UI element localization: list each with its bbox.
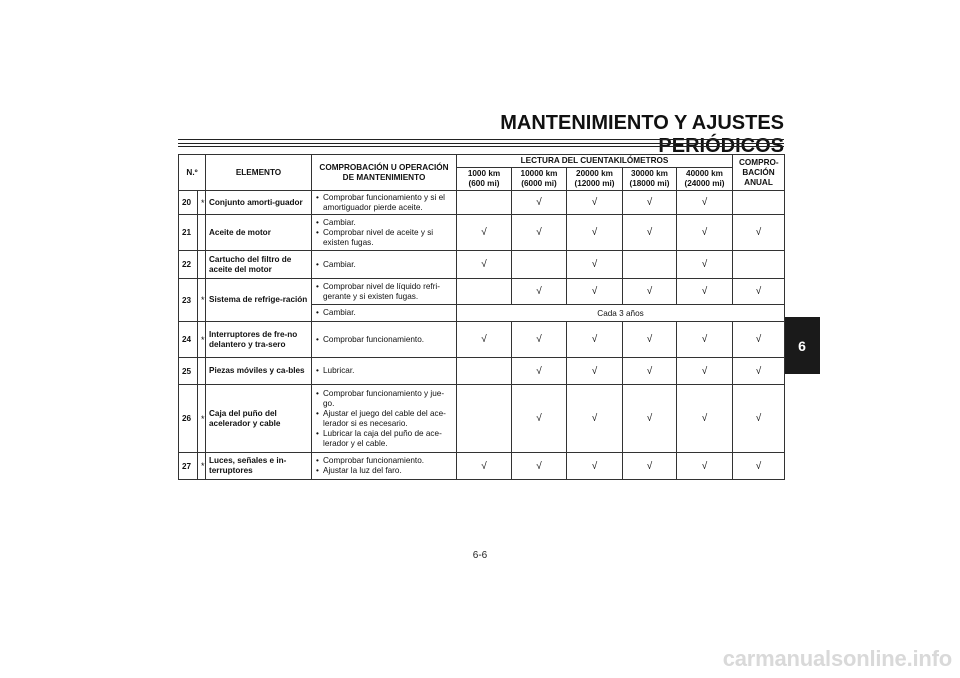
row-star <box>198 358 206 385</box>
check-cell: √ <box>457 453 512 480</box>
watermark: carmanualsonline.info <box>722 646 952 671</box>
header-odometer: LECTURA DEL CUENTAKILÓMETROS <box>457 155 733 168</box>
page-title: MANTENIMIENTO Y AJUSTES PERIÓDICOS <box>500 112 784 157</box>
check-cell: √ <box>623 215 677 251</box>
row-star <box>198 251 206 279</box>
row-operation: • Comprobar funcionamiento y si el amortiguador pierde aceite. <box>312 191 457 215</box>
row-operation: • Comprobar funcionamiento. <box>312 322 457 358</box>
header-odometer-col: 30000 km (18000 mi) <box>623 168 677 191</box>
check-cell: √ <box>677 453 733 480</box>
check-cell <box>457 279 512 305</box>
row-element: Conjunto amorti-guador <box>206 191 312 215</box>
row-element: Cartucho del filtro de aceite del motor <box>206 251 312 279</box>
header-element: ELEMENTO <box>206 155 312 191</box>
table-row <box>179 322 785 358</box>
header-rule <box>178 146 784 147</box>
row-number: 26 <box>179 385 198 453</box>
table-row <box>179 385 785 453</box>
table-row <box>179 251 785 279</box>
check-cell: √ <box>512 191 567 215</box>
row-operation: • Cambiar. <box>312 251 457 279</box>
check-cell: √ <box>457 215 512 251</box>
check-cell: √ <box>677 251 733 279</box>
check-cell: √ <box>567 191 623 215</box>
check-cell: √ <box>567 215 623 251</box>
check-cell: √ <box>677 322 733 358</box>
check-cell: √ <box>623 358 677 385</box>
check-cell: √ <box>677 385 733 453</box>
check-cell: √ <box>512 322 567 358</box>
header-operation: COMPROBACIÓN U OPERACIÓN DE MANTENIMIENTO <box>312 155 457 191</box>
check-cell: √ <box>733 385 785 453</box>
check-cell: √ <box>677 358 733 385</box>
row-element: Luces, señales e in-terruptores <box>206 453 312 480</box>
check-cell <box>457 385 512 453</box>
header-odometer-col: 20000 km (12000 mi) <box>567 168 623 191</box>
row-element: Caja del puño del acelerador y cable <box>206 385 312 453</box>
row-element: Interruptores de fre-no delantero y tra-sero <box>206 322 312 358</box>
row-star: * <box>198 191 206 215</box>
header-rule <box>178 143 784 144</box>
header-odometer-col: 10000 km (6000 mi) <box>512 168 567 191</box>
check-cell: √ <box>567 358 623 385</box>
check-cell <box>457 191 512 215</box>
check-cell: √ <box>733 215 785 251</box>
check-cell: √ <box>512 358 567 385</box>
check-cell: √ <box>567 322 623 358</box>
row-operation: • Lubricar. <box>312 358 457 385</box>
header-odometer-col: 40000 km (24000 mi) <box>677 168 733 191</box>
row-number: 27 <box>179 453 198 480</box>
check-cell: √ <box>512 385 567 453</box>
table-row <box>179 191 785 215</box>
check-cell <box>733 251 785 279</box>
check-cell: √ <box>512 453 567 480</box>
row-element: Piezas móviles y ca-bles <box>206 358 312 385</box>
check-cell <box>457 358 512 385</box>
check-cell: √ <box>567 385 623 453</box>
row-star: * <box>198 385 206 453</box>
row-star: * <box>198 279 206 322</box>
row-star: * <box>198 322 206 358</box>
check-cell: √ <box>677 191 733 215</box>
row-operation: • Comprobar nivel de líquido refri-gerante y si existen fugas. <box>312 279 457 305</box>
row-operation: • Cambiar. • Comprobar nivel de aceite y si existen fugas. <box>312 215 457 251</box>
check-cell: √ <box>567 453 623 480</box>
check-cell <box>512 251 567 279</box>
row-operation: • Comprobar funcionamiento. • Ajustar la luz del faro. <box>312 453 457 480</box>
check-cell <box>733 191 785 215</box>
check-cell: √ <box>623 191 677 215</box>
header-rule <box>178 139 784 140</box>
maintenance-table <box>178 154 785 480</box>
check-cell: √ <box>733 358 785 385</box>
row-number: 22 <box>179 251 198 279</box>
check-cell: √ <box>733 322 785 358</box>
check-cell: √ <box>677 279 733 305</box>
check-cell: √ <box>567 251 623 279</box>
page-number: 6-6 <box>472 550 488 561</box>
check-cell: √ <box>457 251 512 279</box>
check-cell: √ <box>512 279 567 305</box>
check-cell: √ <box>623 385 677 453</box>
chapter-tab[interactable]: 6 <box>784 317 820 374</box>
row-operation: • Comprobar funcionamiento y jue-go. • Ajustar el juego del cable del ace-lerador si es necesario. • Lubricar la caja del puño de ace-lerador y el cable. <box>312 385 457 453</box>
check-cell: √ <box>677 215 733 251</box>
row-number: 21 <box>179 215 198 251</box>
row-element: Aceite de motor <box>206 215 312 251</box>
table-row <box>179 215 785 251</box>
row-number: 24 <box>179 322 198 358</box>
header-num: N.º <box>179 155 206 191</box>
row-star <box>198 215 206 251</box>
check-cell: √ <box>567 279 623 305</box>
check-cell: √ <box>623 453 677 480</box>
check-cell: √ <box>623 279 677 305</box>
table-row <box>179 453 785 480</box>
row-number: 25 <box>179 358 198 385</box>
row-number: 20 <box>179 191 198 215</box>
header-annual: COMPRO-BACIÓN ANUAL <box>733 155 785 191</box>
row-operation: • Cambiar. <box>312 305 457 322</box>
row-star: * <box>198 453 206 480</box>
check-cell: √ <box>623 322 677 358</box>
row-element: Sistema de refrige-ración <box>206 279 312 322</box>
check-cell: √ <box>512 215 567 251</box>
check-cell: √ <box>733 279 785 305</box>
check-cell: √ <box>457 322 512 358</box>
row-number: 23 <box>179 279 198 322</box>
check-cell <box>623 251 677 279</box>
header-odometer-col: 1000 km (600 mi) <box>457 168 512 191</box>
interval-text: Cada 3 años <box>457 305 785 322</box>
table-row <box>179 358 785 385</box>
check-cell: √ <box>733 453 785 480</box>
table-row <box>179 279 785 305</box>
